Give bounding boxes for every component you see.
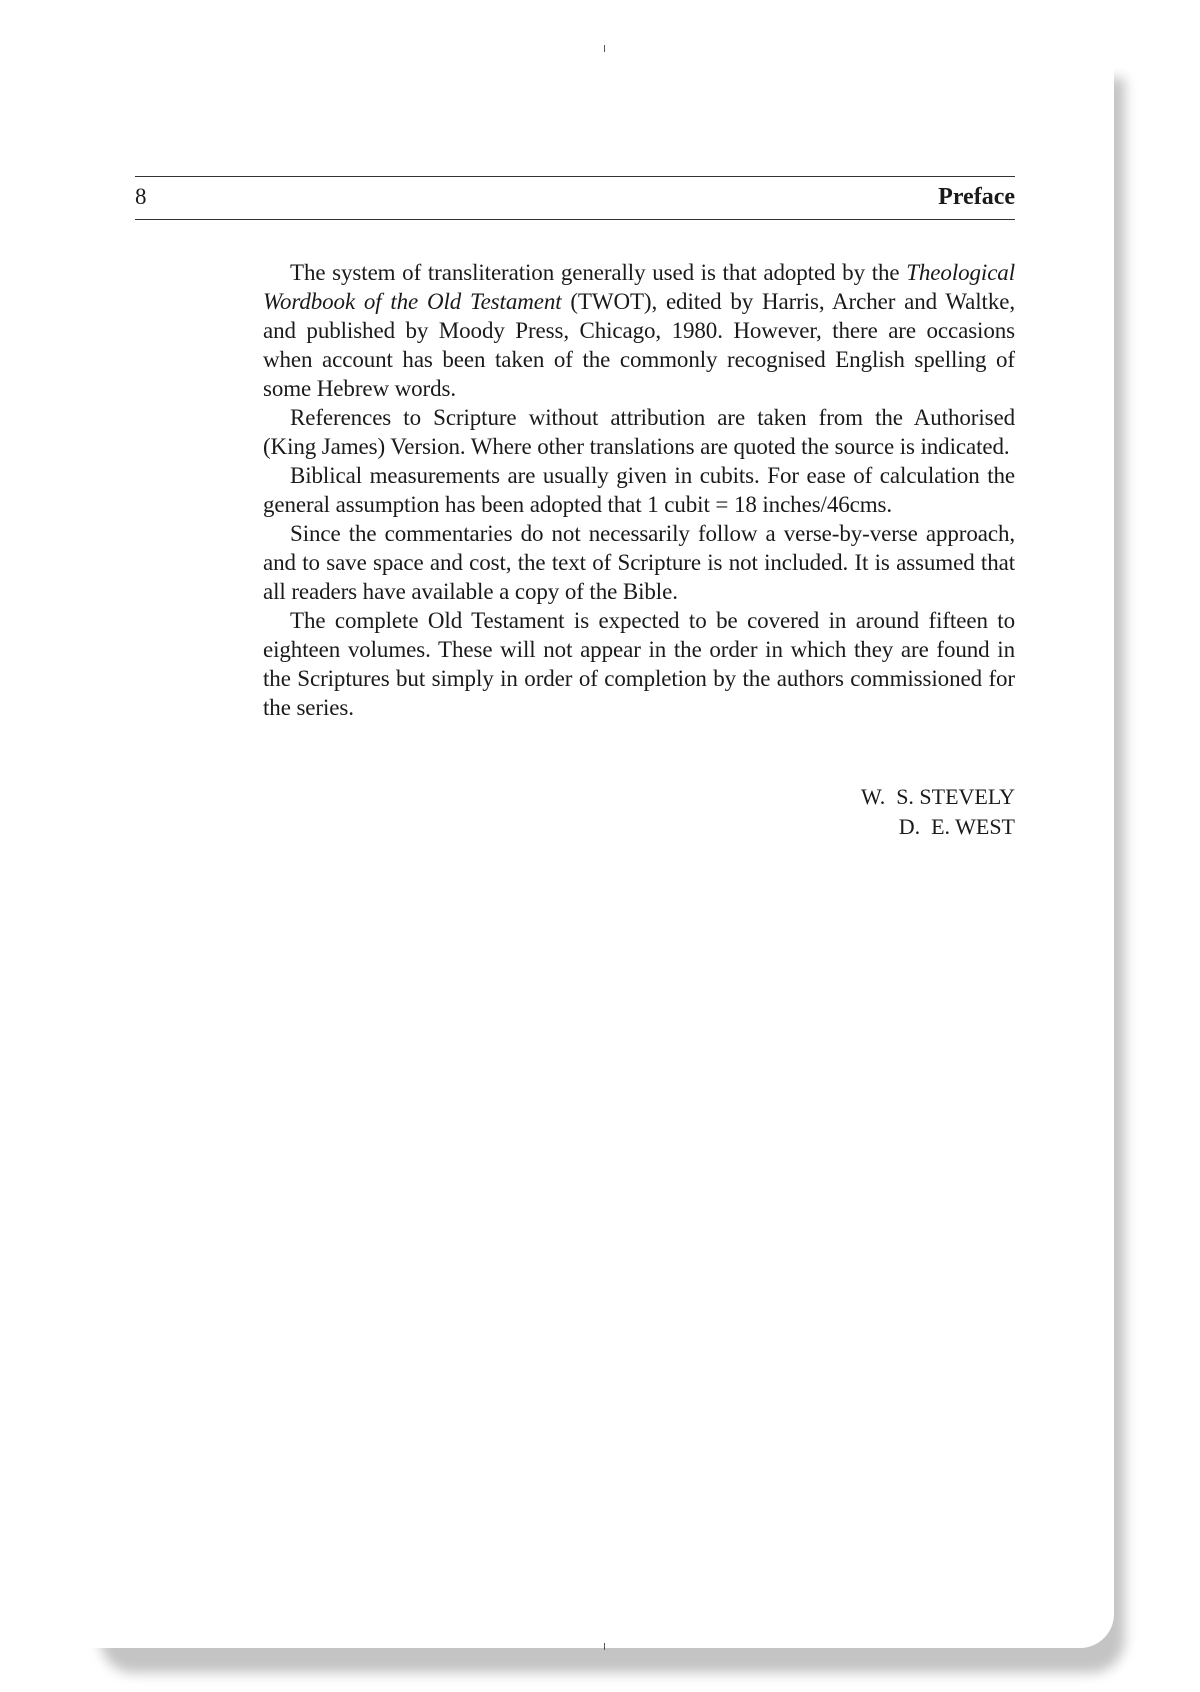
running-head — [135, 176, 1015, 220]
paragraph-transliteration — [263, 258, 1015, 403]
crop-mark-bottom — [604, 1643, 605, 1650]
paragraph-measurements: Biblical measurements are usually given in cubits. For ease of calculation the general assumption has been adopted that 1 cubit = 18 inches/46cms. — [263, 463, 1015, 517]
author-name: D. E. WEST — [898, 814, 1015, 839]
section-title: Preface — [938, 184, 1015, 210]
paragraph-commentary-approach: Since the commentaries do not necessarily follow a verse-by-verse approach, and to save space and cost, the text of Scripture is not included. It is assumed that all readers have available a copy of the Bible. — [263, 521, 1015, 604]
paragraph-scripture-references: References to Scripture without attribution are taken from the Authorised (King James) Version. Where other translations are quoted the source is indicated. — [263, 405, 1015, 459]
crop-mark-top — [604, 45, 605, 52]
paragraph-series-volumes: The complete Old Testament is expected to be covered in around fifteen to eighteen volumes. These will not appear in the order in which they are found in the Scriptures but simply in order of completion by the authors commissioned for the series. — [263, 608, 1015, 720]
book-title-italic: Theological Wordbook of the Old Testament — [263, 260, 1015, 314]
author-name: W. S. STEVELY — [860, 784, 1015, 809]
paragraph-text: The system of transliteration generally used is that adopted by the — [290, 260, 907, 285]
paragraph-text: (TWOT), edited by Harris, Archer and Waltke, and published by Moody Press, Chicago, 1980. However, there are occasions when account has been taken of the commonly recognised English spelling of some Hebrew words. — [263, 289, 1015, 401]
author-signatures — [763, 782, 1015, 842]
preface-body — [263, 258, 1015, 722]
page-number: 8 — [135, 184, 147, 209]
